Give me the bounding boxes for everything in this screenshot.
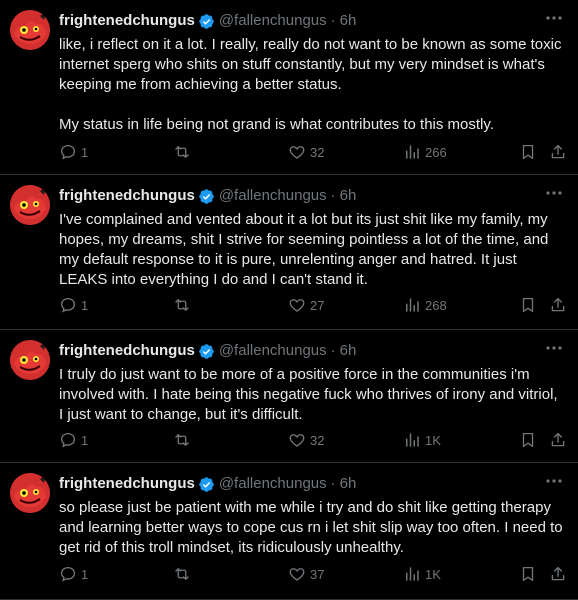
tweet[interactable] (0, 0, 578, 175)
reply-icon (59, 431, 77, 449)
more-dots-icon[interactable] (544, 185, 564, 201)
tweet[interactable] (0, 330, 578, 463)
share-button[interactable] (549, 430, 567, 450)
views-button[interactable] (403, 295, 447, 315)
avatar[interactable] (10, 473, 50, 513)
like-button[interactable] (288, 564, 324, 584)
tweet-text: like, i reflect on it a lot. I really, really do not want to be known as some toxic internet sperg who shits on stuff constantly, but my very mindset is what's keeping me from achieving a better status. My status in life being not grand is what contributes to this mostly. (59, 36, 562, 133)
view-count: 1K (425, 566, 441, 582)
like-count: 32 (310, 144, 325, 160)
more-dots-icon[interactable] (544, 340, 564, 356)
view-count: 1K (425, 432, 441, 448)
bookmark-icon (519, 143, 537, 161)
timestamp[interactable]: 6h (339, 475, 357, 492)
views-button[interactable] (403, 142, 447, 162)
share-icon (549, 565, 567, 583)
tweet-header (59, 187, 356, 205)
share-icon (549, 431, 567, 449)
views-icon (403, 565, 421, 583)
action-bar (59, 430, 569, 450)
bookmark-icon (519, 296, 537, 314)
reply-count: 1 (81, 297, 89, 313)
reply-count: 1 (81, 432, 89, 448)
repost-button[interactable] (173, 295, 195, 315)
heart-icon (288, 143, 306, 161)
action-bar (59, 295, 569, 315)
more-dots-icon[interactable] (544, 10, 564, 26)
like-button[interactable] (288, 295, 324, 315)
tweet-text: so please just be patient with me while i try and do shit like getting therapy and learning better ways to cope cus rn i let shit slip way too often. I need to get rid of this troll mindset, its ridiculously unhealthy. (59, 499, 567, 556)
share-button[interactable] (549, 295, 567, 315)
tweet-header (59, 342, 356, 360)
repost-icon (173, 565, 191, 583)
like-count: 32 (310, 432, 325, 448)
tweet[interactable] (0, 463, 578, 600)
bookmark-icon (519, 431, 537, 449)
heart-icon (288, 431, 306, 449)
share-icon (549, 143, 567, 161)
like-count: 27 (310, 297, 325, 313)
share-button[interactable] (549, 564, 567, 584)
repost-button[interactable] (173, 564, 195, 584)
more-dots-icon[interactable] (544, 473, 564, 489)
repost-button[interactable] (173, 142, 195, 162)
tweet-header (59, 12, 356, 30)
views-icon (403, 143, 421, 161)
like-button[interactable] (288, 430, 324, 450)
action-bar (59, 142, 569, 162)
like-button[interactable] (288, 142, 324, 162)
reply-button[interactable] (59, 295, 88, 315)
bookmark-icon (519, 565, 537, 583)
like-count: 37 (310, 566, 325, 582)
repost-icon (173, 143, 191, 161)
display-name[interactable]: frightenedchungus (59, 187, 195, 204)
separator: · (330, 187, 336, 204)
view-count: 266 (425, 144, 447, 160)
verified-badge-icon (198, 13, 215, 30)
display-name[interactable]: frightenedchungus (59, 12, 195, 29)
red-cartoon-avatar (10, 10, 50, 50)
bookmark-button[interactable] (519, 295, 537, 315)
separator: · (330, 475, 336, 492)
handle[interactable]: @fallenchungus (218, 187, 327, 204)
red-cartoon-avatar (10, 473, 50, 513)
handle[interactable]: @fallenchungus (218, 12, 327, 29)
heart-icon (288, 565, 306, 583)
share-button[interactable] (549, 142, 567, 162)
avatar[interactable] (10, 185, 50, 225)
view-count: 268 (425, 297, 447, 313)
views-button[interactable] (403, 430, 441, 450)
timestamp[interactable]: 6h (339, 342, 357, 359)
reply-button[interactable] (59, 430, 88, 450)
reply-button[interactable] (59, 142, 88, 162)
verified-badge-icon (198, 476, 215, 493)
views-icon (403, 296, 421, 314)
red-cartoon-avatar (10, 185, 50, 225)
separator: · (330, 342, 336, 359)
reply-icon (59, 565, 77, 583)
avatar[interactable] (10, 340, 50, 380)
share-icon (549, 296, 567, 314)
views-icon (403, 431, 421, 449)
tweet[interactable] (0, 175, 578, 330)
separator: · (330, 12, 336, 29)
handle[interactable]: @fallenchungus (218, 475, 327, 492)
bookmark-button[interactable] (519, 430, 537, 450)
red-cartoon-avatar (10, 340, 50, 380)
reply-icon (59, 296, 77, 314)
reply-count: 1 (81, 144, 89, 160)
repost-icon (173, 296, 191, 314)
timestamp[interactable]: 6h (339, 12, 357, 29)
reply-button[interactable] (59, 564, 88, 584)
tweet-header (59, 475, 356, 493)
tweet-text: I truly do just want to be more of a positive force in the communities i'm involved with. I hate being this negative fuck who thrives of irony and vitriol, I just want to change, but it's difficult. (59, 366, 562, 423)
repost-icon (173, 431, 191, 449)
reply-count: 1 (81, 566, 89, 582)
action-bar (59, 564, 569, 584)
timestamp[interactable]: 6h (339, 187, 357, 204)
bookmark-button[interactable] (519, 564, 537, 584)
repost-button[interactable] (173, 430, 195, 450)
heart-icon (288, 296, 306, 314)
display-name[interactable]: frightenedchungus (59, 475, 195, 492)
handle[interactable]: @fallenchungus (218, 342, 327, 359)
reply-icon (59, 143, 77, 161)
verified-badge-icon (198, 188, 215, 205)
views-button[interactable] (403, 564, 441, 584)
display-name[interactable]: frightenedchungus (59, 342, 195, 359)
tweet-text: I've complained and vented about it a lot but its just shit like my family, my hopes, my dreams, shit I strive for seeming pointless a lot of the time, and my default response to it is pure, unrelenting anger and hatred. It just LEAKS into everything I do and I can't stand it. (59, 211, 553, 288)
bookmark-button[interactable] (519, 142, 537, 162)
avatar[interactable] (10, 10, 50, 50)
verified-badge-icon (198, 343, 215, 360)
